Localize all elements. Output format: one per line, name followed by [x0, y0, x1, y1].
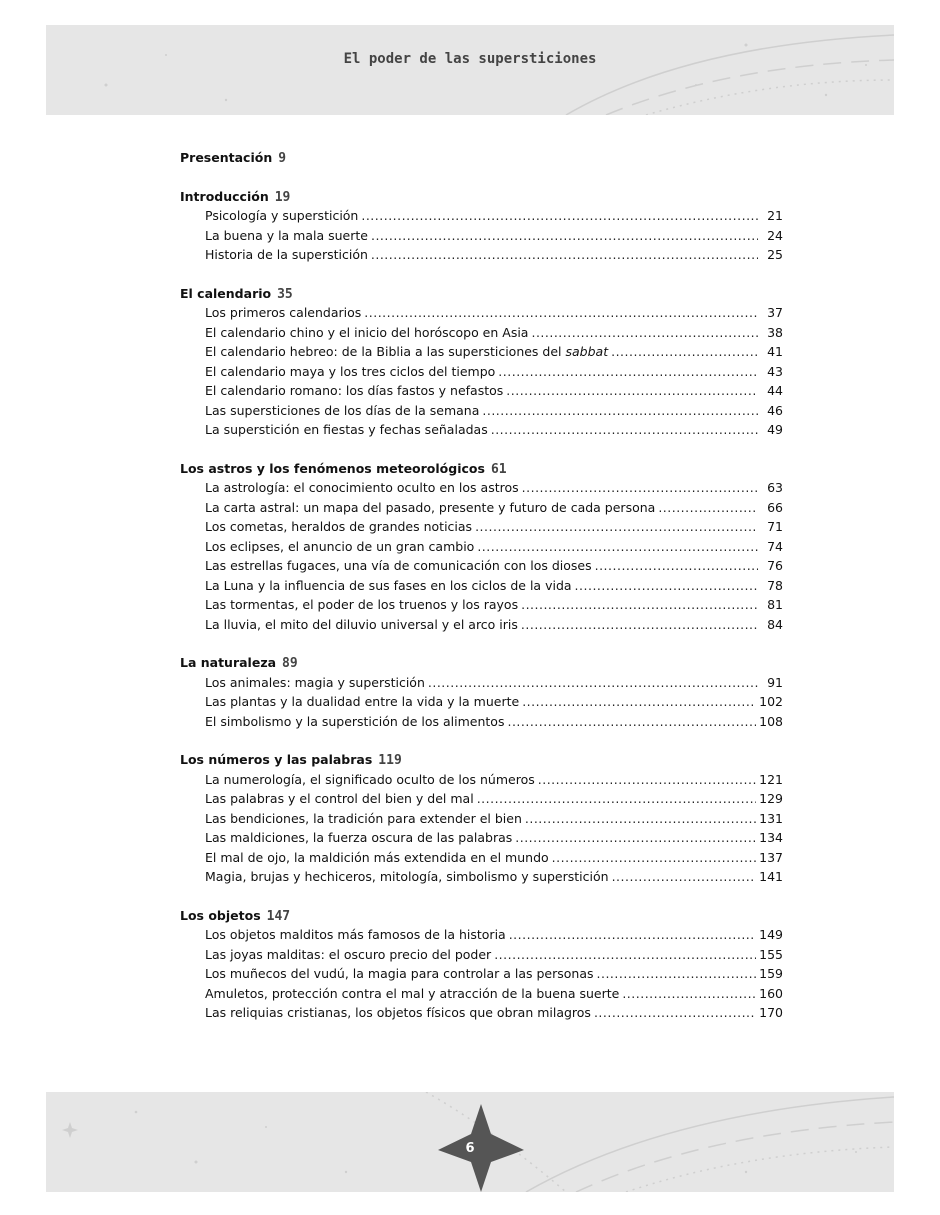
toc-entry — [180, 401, 783, 421]
toc-entry — [180, 964, 783, 984]
entry-page-number: 160 — [759, 985, 783, 1001]
entry-title: Los cometas, heraldos de grandes noticias — [205, 519, 473, 534]
entry-page-number: 129 — [759, 791, 783, 806]
toc-entry — [180, 945, 783, 965]
entry-page-number: 74 — [767, 538, 783, 554]
toc-entry — [180, 226, 783, 246]
entry-page-number: 102 — [759, 694, 783, 709]
toc-entry — [180, 537, 783, 557]
entry-page-number: 24 — [767, 227, 783, 243]
entry-title: Las reliquias cristianas, los objetos físicos que obran milagros — [205, 1005, 591, 1020]
section-page-number: 89 — [282, 656, 298, 671]
dot-leader — [509, 925, 756, 945]
toc-section — [180, 148, 783, 168]
entry-title: El calendario maya y los tres ciclos del tiempo — [205, 363, 496, 379]
entry-page-number: 43 — [767, 363, 783, 379]
toc-entry — [180, 245, 783, 265]
entry-page-number: 38 — [767, 324, 783, 340]
dot-leader — [506, 381, 758, 401]
dot-leader — [482, 401, 758, 421]
dot-leader — [521, 595, 758, 615]
dot-leader — [594, 1003, 756, 1023]
dot-leader — [475, 517, 758, 537]
toc-entry — [180, 692, 783, 712]
section-heading — [180, 459, 783, 479]
dot-leader — [552, 848, 756, 868]
entry-page-number: 37 — [767, 305, 783, 320]
dot-leader — [611, 342, 758, 362]
entry-title: Las tormentas, el poder de los truenos y los rayos — [205, 597, 519, 612]
dot-leader — [522, 692, 756, 712]
section-title: Los números y las palabras — [180, 752, 373, 767]
dot-leader — [595, 556, 758, 576]
entry-title: La Luna y la influencia de sus fases en los ciclos de la vida — [205, 577, 572, 593]
entry-title: Las joyas malditas: el oscuro precio del poder — [205, 946, 492, 962]
dot-leader — [658, 498, 758, 518]
entry-page-number: 108 — [759, 713, 783, 729]
toc-entry — [180, 1003, 783, 1023]
section-heading — [180, 750, 783, 770]
section-heading — [180, 284, 783, 304]
toc-entry — [180, 867, 783, 887]
entry-title: La astrología: el conocimiento oculto en los astros — [205, 480, 519, 495]
entry-title: Las plantas y la dualidad entre la vida y la muerte — [205, 694, 520, 709]
toc-entry — [180, 595, 783, 615]
section-title: Presentación — [180, 150, 273, 165]
entry-page-number: 78 — [767, 577, 783, 593]
section-title: El calendario — [180, 285, 272, 301]
entry-title: El calendario hebreo: de la Biblia a las supersticiones del sabbat — [205, 344, 609, 359]
toc-entry — [180, 848, 783, 868]
dot-leader — [491, 420, 758, 440]
toc-section — [180, 187, 783, 265]
entry-title: Psicología y superstición — [205, 208, 359, 223]
entry-page-number: 63 — [767, 480, 783, 495]
dot-leader — [538, 770, 756, 790]
dot-leader — [525, 809, 756, 829]
section-page-number: 9 — [278, 151, 287, 166]
toc-entry — [180, 517, 783, 537]
section-page-number: 119 — [378, 753, 402, 768]
entry-page-number: 131 — [759, 810, 783, 826]
toc-entry — [180, 770, 783, 790]
entry-title: La buena y la mala suerte — [205, 227, 368, 243]
entry-title: La lluvia, el mito del diluvio universal y el arco iris — [205, 616, 518, 632]
dot-leader — [622, 984, 756, 1004]
section-title: Los objetos — [180, 907, 261, 923]
toc-entry — [180, 925, 783, 945]
toc-entry — [180, 615, 783, 635]
toc-entry — [180, 342, 783, 362]
toc-entry — [180, 206, 783, 226]
entry-page-number: 84 — [767, 616, 783, 632]
entry-title: Las supersticiones de los días de la semana — [205, 402, 480, 418]
toc-entry — [180, 478, 783, 498]
toc-entry — [180, 828, 783, 848]
toc-entry — [180, 498, 783, 518]
dot-leader — [507, 712, 756, 732]
entry-title: Los muñecos del vudú, la magia para controlar a las personas — [205, 966, 594, 981]
running-title: El poder de las supersticiones — [343, 51, 597, 67]
entry-title: Historia de la superstición — [205, 247, 368, 262]
dot-leader — [522, 478, 758, 498]
toc-section — [180, 750, 783, 887]
entry-title: El mal de ojo, la maldición más extendida en el mundo — [205, 849, 549, 865]
header-band — [46, 25, 894, 115]
entry-title: La numerología, el significado oculto de los números — [205, 771, 535, 787]
dot-leader — [498, 362, 758, 382]
section-heading — [180, 653, 783, 673]
toc-section — [180, 906, 783, 1023]
entry-title: El calendario romano: los días fastos y nefastos — [205, 383, 504, 398]
dot-leader — [477, 537, 758, 557]
entry-title: Los animales: magia y superstición — [205, 674, 425, 690]
toc-entry — [180, 576, 783, 596]
entry-title: El calendario chino y el inicio del horóscopo en Asia — [205, 324, 529, 340]
dot-leader — [612, 867, 757, 887]
entry-page-number: 159 — [759, 966, 783, 981]
entry-title: El simbolismo y la superstición de los alimentos — [205, 713, 505, 729]
section-title: La naturaleza — [180, 655, 277, 670]
toc-entry — [180, 984, 783, 1004]
entry-title: La carta astral: un mapa del pasado, presente y futuro de cada persona — [205, 499, 656, 515]
dot-leader — [428, 673, 758, 693]
entry-title: Los eclipses, el anuncio de un gran cambio — [205, 538, 475, 554]
toc-section — [180, 284, 783, 440]
toc-section — [180, 653, 783, 731]
dot-leader — [494, 945, 756, 965]
table-of-contents — [180, 148, 783, 1042]
entry-page-number: 170 — [759, 1005, 783, 1020]
section-page-number: 19 — [274, 189, 291, 205]
dot-leader — [361, 206, 758, 226]
toc-entry — [180, 789, 783, 809]
dot-leader — [575, 576, 758, 596]
toc-entry — [180, 712, 783, 732]
entry-title: Los primeros calendarios — [205, 305, 362, 320]
dot-leader — [364, 303, 758, 323]
entry-title: Magia, brujas y hechiceros, mitología, simbolismo y superstición — [205, 869, 609, 884]
section-heading — [180, 187, 783, 207]
toc-entry — [180, 303, 783, 323]
entry-page-number: 21 — [767, 208, 783, 223]
entry-title: Las bendiciones, la tradición para extender el bien — [205, 810, 522, 826]
dot-leader — [371, 245, 758, 265]
toc-entry — [180, 362, 783, 382]
section-page-number: 61 — [490, 461, 507, 477]
dot-leader — [521, 615, 758, 635]
toc-entry — [180, 673, 783, 693]
entry-page-number: 25 — [767, 247, 783, 262]
toc-section — [180, 459, 783, 635]
entry-page-number: 121 — [759, 771, 783, 787]
entry-title: Amuletos, protección contra el mal y atracción de la buena suerte — [205, 985, 620, 1001]
toc-entry — [180, 381, 783, 401]
entry-page-number: 66 — [767, 499, 783, 515]
entry-page-number: 71 — [767, 519, 783, 534]
entry-page-number: 149 — [759, 927, 783, 942]
toc-entry — [180, 420, 783, 440]
toc-entry — [180, 809, 783, 829]
section-title: Introducción — [180, 188, 269, 204]
entry-page-number: 141 — [759, 869, 783, 884]
toc-entry — [180, 323, 783, 343]
dot-leader — [477, 789, 756, 809]
section-page-number: 147 — [266, 908, 291, 924]
entry-title: Las palabras y el control del bien y del mal — [205, 791, 474, 806]
entry-title: Los objetos malditos más famosos de la historia — [205, 927, 506, 942]
entry-title: Las estrellas fugaces, una vía de comunicación con los dioses — [205, 558, 592, 573]
page-number: 6 — [465, 1141, 475, 1156]
entry-title: La superstición en fiestas y fechas señaladas — [205, 422, 488, 437]
entry-page-number: 155 — [759, 946, 783, 962]
toc-entry — [180, 556, 783, 576]
dot-leader — [597, 964, 757, 984]
entry-title: Las maldiciones, la fuerza oscura de las palabras — [205, 830, 513, 845]
dot-leader — [531, 323, 758, 343]
entry-page-number: 134 — [759, 830, 783, 845]
constellation-decoration-icon — [46, 25, 894, 115]
entry-page-number: 41 — [767, 344, 783, 359]
section-heading — [180, 906, 783, 926]
entry-page-number: 46 — [767, 402, 783, 418]
entry-page-number: 81 — [767, 597, 783, 612]
entry-page-number: 91 — [767, 674, 783, 690]
dot-leader — [371, 226, 758, 246]
dot-leader — [515, 828, 756, 848]
entry-page-number: 44 — [767, 383, 783, 398]
section-title: Los astros y los fenómenos meteorológicos — [180, 460, 485, 476]
section-heading — [180, 148, 783, 168]
section-page-number: 35 — [277, 286, 293, 302]
entry-page-number: 49 — [767, 422, 783, 437]
entry-page-number: 76 — [767, 558, 783, 573]
entry-page-number: 137 — [759, 849, 783, 865]
